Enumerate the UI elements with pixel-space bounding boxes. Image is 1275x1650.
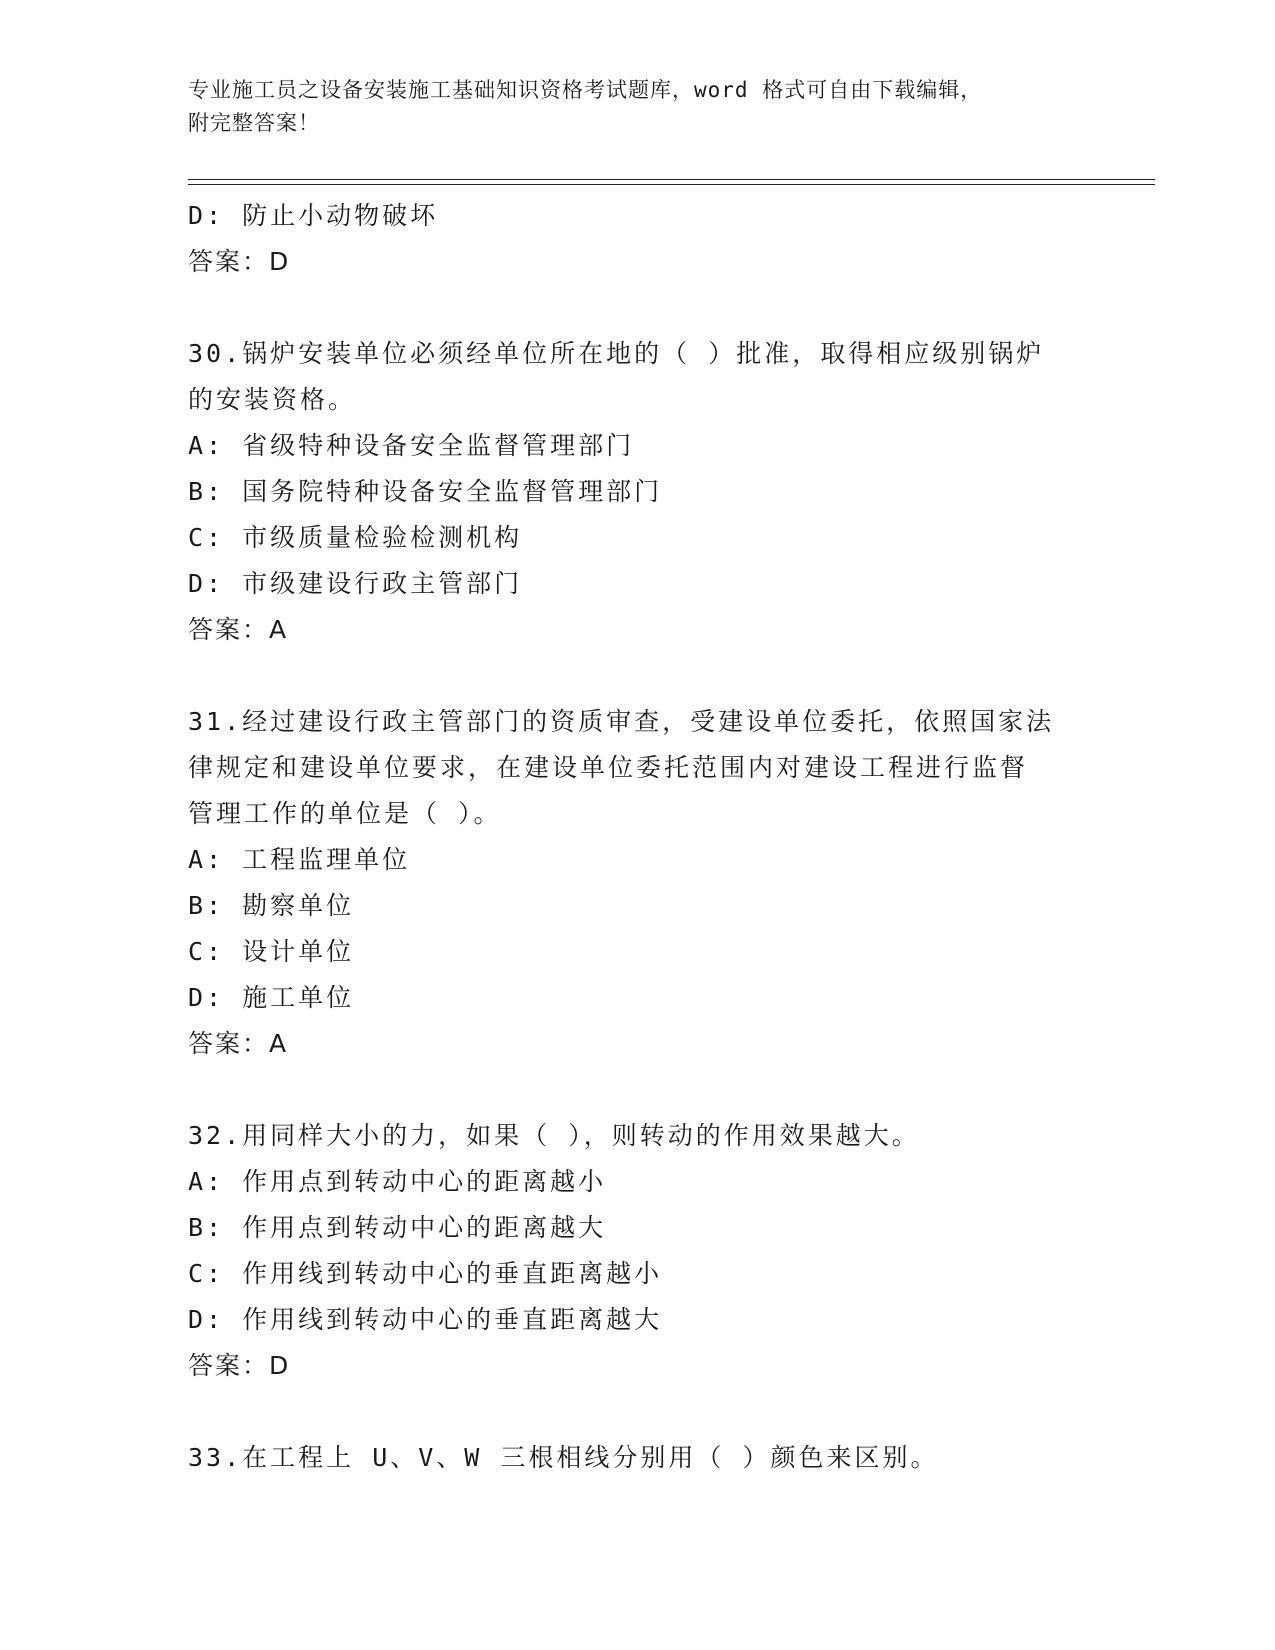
header-divider-top bbox=[188, 179, 1155, 180]
header-divider-bottom bbox=[188, 184, 1155, 185]
question-32-option-b: B: 作用点到转动中心的距离越大 bbox=[188, 1213, 607, 1242]
question-31-option-d: D: 施工单位 bbox=[188, 983, 355, 1012]
question-33 bbox=[188, 1435, 1088, 1481]
spacer bbox=[188, 653, 1088, 699]
question-30 bbox=[188, 331, 1088, 653]
question-content bbox=[188, 193, 1088, 1481]
spacer bbox=[188, 285, 1088, 331]
previous-answer: 答案：D bbox=[188, 247, 291, 276]
question-30-option-a: A: 省级特种设备安全监督管理部门 bbox=[188, 431, 635, 460]
question-30-option-d: D: 市级建设行政主管部门 bbox=[188, 569, 523, 598]
question-32-line-1: 32.用同样大小的力，如果（ ），则转动的作用效果越大。 bbox=[188, 1121, 920, 1150]
question-33-line-1: 33.在工程上 U、V、W 三根相线分别用（ ）颜色来区别。 bbox=[188, 1443, 939, 1472]
question-31-line-3: 管理工作的单位是（ ）。 bbox=[188, 799, 502, 828]
question-32-option-a: A: 作用点到转动中心的距离越小 bbox=[188, 1167, 607, 1196]
question-32 bbox=[188, 1113, 1088, 1389]
question-32-option-c: C: 作用线到转动中心的垂直距离越小 bbox=[188, 1259, 663, 1288]
question-31 bbox=[188, 699, 1088, 1067]
question-32-answer: 答案：D bbox=[188, 1351, 291, 1380]
spacer bbox=[188, 1389, 1088, 1435]
spacer bbox=[188, 1067, 1088, 1113]
previous-option-d: D: 防止小动物破坏 bbox=[188, 201, 439, 230]
question-31-line-1: 31.经过建设行政主管部门的资质审查，受建设单位委托，依照国家法 bbox=[188, 707, 1055, 736]
document-header bbox=[188, 74, 1068, 140]
question-30-option-b: B: 国务院特种设备安全监督管理部门 bbox=[188, 477, 663, 506]
question-32-option-d: D: 作用线到转动中心的垂直距离越大 bbox=[188, 1305, 663, 1334]
question-31-option-a: A: 工程监理单位 bbox=[188, 845, 411, 874]
question-30-line-1: 30.锅炉安装单位必须经单位所在地的（ ）批准，取得相应级别锅炉 bbox=[188, 339, 1045, 368]
question-31-line-2: 律规定和建设单位要求，在建设单位委托范围内对建设工程进行监督 bbox=[188, 753, 1029, 782]
question-31-answer: 答案：A bbox=[188, 1029, 289, 1058]
header-line-1: 专业施工员之设备安装施工基础知识资格考试题库，word 格式可自由下载编辑， bbox=[188, 78, 983, 102]
question-31-option-c: C: 设计单位 bbox=[188, 937, 355, 966]
header-line-2: 附完整答案！ bbox=[188, 111, 320, 135]
question-30-option-c: C: 市级质量检验检测机构 bbox=[188, 523, 523, 552]
question-31-option-b: B: 勘察单位 bbox=[188, 891, 355, 920]
question-30-line-2: 的安装资格。 bbox=[188, 385, 357, 414]
question-30-answer: 答案：A bbox=[188, 615, 289, 644]
